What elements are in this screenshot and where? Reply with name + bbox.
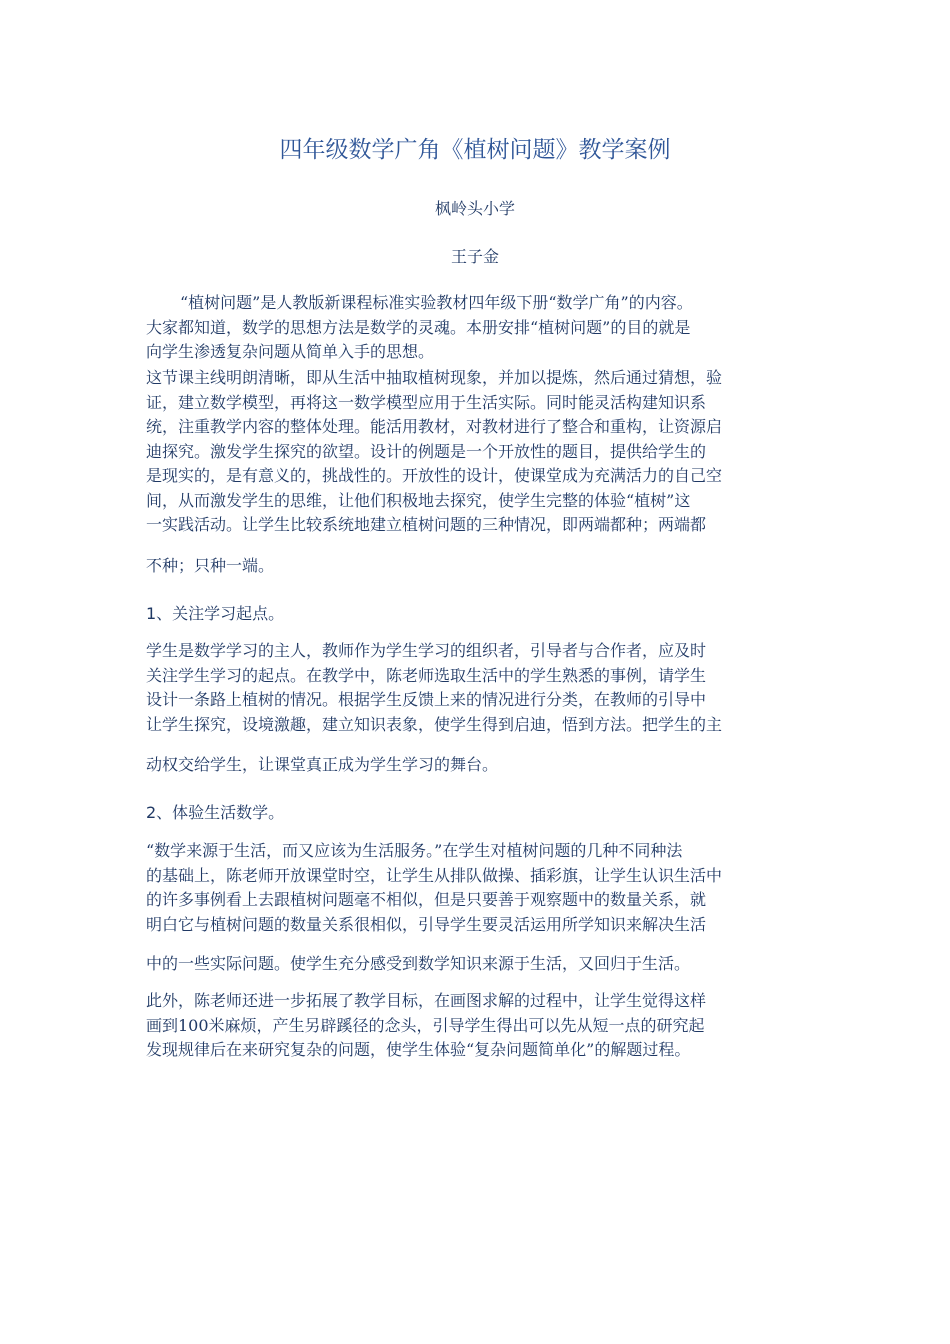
section-heading-2: 2、体验生活数学。 — [146, 803, 285, 822]
text-line: 是现实的，是有意义的，挑战性的。开放性的设计，使课堂成为充满活力的自己空 — [146, 466, 723, 485]
text-line: 此外，陈老师还进一步拓展了教学目标，在画图求解的过程中，让学生觉得这样 — [146, 991, 707, 1010]
text-line: 证，建立数学模型，再将这一数学模型应用于生活实际。同时能灵活构建知识系 — [146, 392, 707, 412]
text-line: 设计一条路上植树的情况。根据学生反馈上来的情况进行分类，在教师的引导中 — [146, 690, 707, 709]
section2-extra-paragraph — [146, 989, 810, 1063]
text-line: 的基础上，陈老师开放课堂时空，让学生从排队做操、插彩旗，让学生认识生活中 — [146, 865, 723, 885]
section2-paragraph — [146, 839, 810, 937]
section2-last-line: 中的一些实际问题。使学生充分感受到数学知识来源于生活，又回归于生活。 — [146, 954, 691, 973]
text-line: 统，注重教学内容的整体处理。能活用教材，对教材进行了整合和重构，让资源启 — [146, 417, 723, 436]
text-line: 大家都知道，数学的思想方法是数学的灵魂。本册安排“植树问题”的目的就是 — [146, 317, 691, 337]
text-line: “数学来源于生活，而又应该为生活服务。”在学生对植树问题的几种不同种法 — [146, 841, 683, 860]
text-line: 间，从而激发学生的思维，让他们积极地去探究，使学生完整的体验“植树”这 — [146, 490, 691, 510]
text-line: 明白它与植树问题的数量关系很相似，引导学生要灵活运用所学知识来解决生活 — [146, 914, 707, 934]
text-line: “植树问题”是人教版新课程标准实验教材四年级下册“数学广角”的内容。 — [180, 293, 693, 312]
text-line: 让学生探究，设境激趣，建立知识表象，使学生得到启迪，悟到方法。把学生的主 — [146, 714, 723, 734]
text-line: 关注学生学习的起点。在教学中，陈老师选取生活中的学生熟悉的事例，请学生 — [146, 665, 707, 685]
text-line: 这节课主线明朗清晰，即从生活中抽取植树现象，并加以提炼，然后通过猜想，验 — [146, 368, 723, 387]
text-line: 画到100米麻烦，产生另辟蹊径的念头，引导学生得出可以先从短一点的研究起 — [146, 1015, 705, 1035]
text-line: 学生是数学学习的主人，教师作为学生学习的组织者，引导者与合作者，应及时 — [146, 641, 707, 660]
section-heading-1: 1、关注学习起点。 — [146, 604, 285, 623]
overview-paragraph — [146, 366, 810, 538]
document-title: 四年级数学广角《植树问题》教学案例 — [279, 137, 671, 163]
text-line: 的许多事例看上去跟植树问题毫不相似，但是只要善于观察题中的数量关系，就 — [146, 890, 707, 909]
text-line: 发现规律后在来研究复杂的问题，使学生体验“复杂问题简单化”的解题过程。 — [146, 1040, 691, 1059]
school-name: 枫岭头小学 — [434, 199, 515, 218]
author-name: 王子金 — [450, 247, 499, 266]
text-line: 一实践活动。让学生比较系统地建立植树问题的三种情况，即两端都种；两端都 — [146, 515, 707, 534]
text-line: 迪探究。激发学生探究的欲望。设计的例题是一个开放性的题目，提供给学生的 — [146, 441, 707, 461]
section1-paragraph — [146, 639, 810, 737]
section1-last-line: 动权交给学生，让课堂真正成为学生学习的舞台。 — [146, 755, 499, 774]
intro-paragraph — [146, 291, 810, 365]
overview-last-line: 不种；只种一端。 — [146, 556, 275, 575]
text-line: 向学生渗透复杂问题从简单入手的思想。 — [146, 342, 435, 361]
